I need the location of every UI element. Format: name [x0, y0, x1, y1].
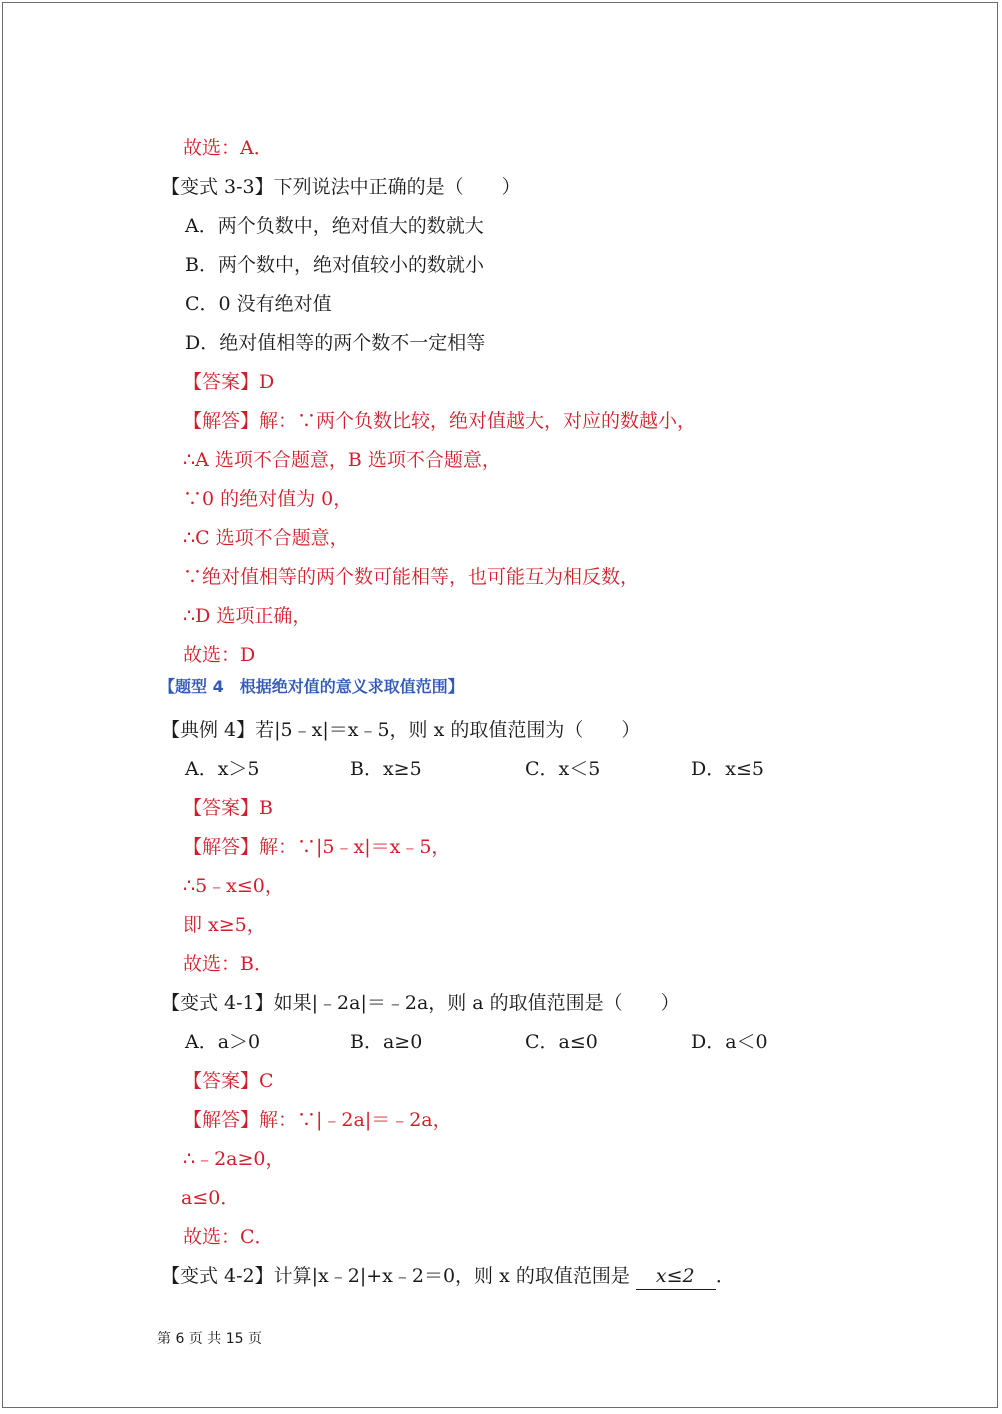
option-c — [3, 287, 997, 321]
answer-choice-line — [3, 947, 997, 981]
solution-line — [3, 599, 997, 633]
answer-line — [3, 365, 997, 399]
option-c: C．a≤0 — [525, 1031, 598, 1053]
section-heading — [3, 670, 997, 704]
text-line: 【解答】解：∵|5﹣x|＝x﹣5， — [183, 836, 451, 858]
option-c: C．x＜5 — [525, 758, 601, 780]
text-line: ∵绝对值相等的两个数可能相等，也可能互为相反数， — [183, 566, 640, 588]
fill-in-blank-answer: x≤2 — [636, 1263, 716, 1290]
text-line: A．两个负数中，绝对值大的数就大 — [185, 215, 484, 237]
solution-line — [3, 1142, 997, 1176]
solution-line — [3, 1181, 997, 1215]
solution-line — [3, 443, 997, 477]
question-variant-4-1 — [3, 986, 997, 1020]
solution-line — [3, 482, 997, 516]
text-line: 故选：D — [183, 644, 256, 666]
text-line: ∵0 的绝对值为 0， — [183, 488, 353, 510]
text-line: ∴A 选项不合题意，B 选项不合题意， — [183, 449, 501, 471]
solution-line — [3, 869, 997, 903]
text-line: ∴5﹣x≤0， — [183, 875, 284, 897]
text-line: 【典例 4】若|5﹣x|＝x﹣5，则 x 的取值范围为（ ） — [161, 719, 641, 741]
solution-line — [3, 908, 997, 942]
heading-text: 【题型 4 根据绝对值的意义求取值范围】 — [159, 677, 464, 696]
text-line: 【解答】解：∵两个负数比较，绝对值越大，对应的数越小， — [183, 410, 697, 432]
text-line: 【解答】解：∵|﹣2a|＝﹣2a， — [183, 1109, 452, 1131]
option-a — [3, 209, 997, 243]
text-line: ∴D 选项正确， — [183, 605, 312, 627]
answer-line — [3, 791, 997, 825]
question-variant-4-2 — [3, 1259, 997, 1293]
option-b: B．a≥0 — [350, 1031, 423, 1053]
answer-choice-line — [3, 1220, 997, 1254]
option-d: D．a＜0 — [691, 1031, 768, 1053]
text-line: 【变式 3-3】下列说法中正确的是（ ） — [161, 176, 521, 198]
example-4-question — [3, 713, 997, 747]
text-line: 【答案】B — [183, 797, 273, 819]
options-row — [3, 1025, 997, 1059]
text-line: C．0 没有绝对值 — [185, 293, 332, 315]
page-footer: 第 6 页 共 15 页 — [157, 1331, 262, 1347]
answer-choice-line — [3, 638, 997, 672]
solution-line — [3, 830, 997, 864]
option-d — [3, 326, 997, 360]
document-page — [2, 2, 998, 1408]
solution-line — [3, 404, 997, 438]
text-line: 故选：B． — [183, 953, 273, 975]
option-a: A．a＞0 — [185, 1031, 261, 1053]
text-line: D．绝对值相等的两个数不一定相等 — [185, 332, 486, 354]
text-line: ∴﹣2a≥0， — [183, 1148, 285, 1170]
text-line: 【变式 4-1】如果|﹣2a|＝﹣2a，则 a 的取值范围是（ ） — [161, 992, 680, 1014]
text-line: 故选：C． — [183, 1226, 274, 1248]
solution-line — [3, 521, 997, 555]
text-line: B．两个数中，绝对值较小的数就小 — [185, 254, 484, 276]
text-line: 故选：A． — [183, 137, 273, 159]
question-text: 【变式 4-2】计算|x﹣2|+x﹣2＝0，则 x 的取值范围是 — [161, 1265, 630, 1287]
question-variant-3-3 — [3, 170, 997, 204]
text-line — [161, 1259, 735, 1293]
option-b: B．x≥5 — [350, 758, 422, 780]
solution-line — [3, 1103, 997, 1137]
answer-line — [3, 1064, 997, 1098]
option-a: A．x＞5 — [185, 758, 260, 780]
text-line: 【答案】D — [183, 371, 275, 393]
text-line: a≤0． — [181, 1187, 240, 1209]
text-line: 即 x≥5， — [183, 914, 266, 936]
options-row — [3, 752, 997, 786]
solution-line — [3, 560, 997, 594]
option-d: D．x≤5 — [691, 758, 764, 780]
question-end-punct: ． — [715, 1265, 735, 1287]
answer-choice-line — [3, 131, 997, 165]
text-line: ∴C 选项不合题意， — [183, 527, 349, 549]
text-line: 【答案】C — [183, 1070, 274, 1092]
option-b — [3, 248, 997, 282]
